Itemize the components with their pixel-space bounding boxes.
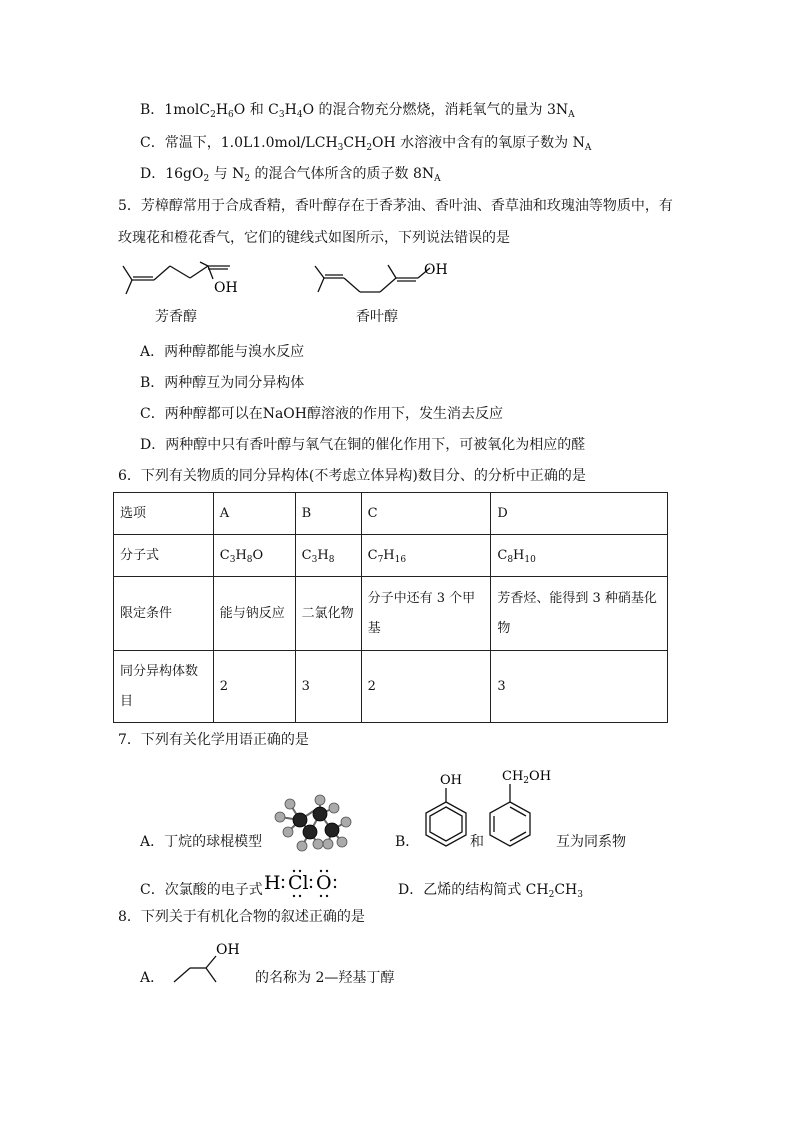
- q5-option-b: B．两种醇互为同分异构体: [140, 375, 305, 391]
- isomer-table: [113, 492, 668, 723]
- hclo-electron-formula: [262, 864, 352, 900]
- butanol-structure: [170, 938, 250, 988]
- q7-option-b-and: 和: [470, 834, 484, 850]
- q4-option-c: C．常温下，$1.0L1.0mol/LCH_3CH_2OH$ 水溶液中含有的氧原子数为 $N_A$: [140, 135, 592, 153]
- q7-option-b: B．: [395, 834, 420, 850]
- benzyl-alcohol-structure: [484, 766, 554, 856]
- geraniol-oh-label: OH: [424, 262, 448, 278]
- table-cell: $C_3H_8O$: [213, 535, 295, 577]
- linalool-oh-label: OH: [214, 280, 238, 296]
- q7-option-a: A．丁烷的球棍模型: [140, 834, 263, 850]
- table-cell: 分子中还有 3 个甲基: [361, 577, 491, 651]
- q8-option-a-tail: 的名称为 2—羟基丁醇: [255, 970, 395, 986]
- table-cell: $C_3H_8$: [295, 535, 361, 577]
- table-cell: D: [491, 493, 668, 535]
- electron-formula-o: O: [316, 872, 332, 894]
- q6-stem: 6．下列有关物质的同分异构体(不考虑立体异构)数目分、的分析中正确的是: [118, 468, 586, 484]
- table-cell: 2: [361, 651, 491, 723]
- table-cell: 选项: [114, 493, 214, 535]
- q5-option-c: C．两种醇都可以在NaOH醇溶液的作用下，发生消去反应: [140, 406, 503, 422]
- phenol-oh-label: OH: [440, 773, 462, 788]
- table-cell: $C_8H_{10}$: [491, 535, 668, 577]
- geraniol-structure: [310, 260, 470, 300]
- q5-option-d: D．两种醇中只有香叶醇与氧气在铜的催化作用下，可被氧化为相应的醛: [140, 437, 586, 453]
- electron-formula-cl: Cl: [288, 872, 309, 894]
- linalool-structure: [118, 258, 248, 303]
- linalool-name: 芳香醇: [155, 309, 197, 325]
- table-cell: 3: [491, 651, 668, 723]
- q7-option-c: C．次氯酸的电子式: [140, 882, 263, 898]
- table-cell: 能与钠反应: [213, 577, 295, 651]
- table-row: [114, 577, 668, 651]
- q4-option-b: B．$1molC_2H_6O$ 和 $C_3H_4O$ 的混合物充分燃烧，消耗氧气的量为 $3N_A$: [140, 102, 575, 120]
- benzyl-ch2oh-label: $CH_2OH$: [502, 769, 552, 786]
- table-cell: 3: [295, 651, 361, 723]
- table-cell: 芳香烃、能得到 3 种硝基化物: [491, 577, 668, 651]
- q8-stem: 8．下列关于有机化合物的叙述正确的是: [118, 909, 365, 925]
- electron-formula-h: H: [264, 872, 281, 894]
- butanol-oh-label: OH: [216, 942, 240, 958]
- table-row: [114, 651, 668, 723]
- table-row: [114, 535, 668, 577]
- table-cell: 分子式: [114, 535, 214, 577]
- q4-option-d: D．$16gO_2$ 与 $N_2$ 的混合气体所含的质子数 $8N_A$: [140, 166, 441, 184]
- table-cell: 二氯化物: [295, 577, 361, 651]
- q5-stem-line2: 玫瑰花和橙花香气，它们的键线式如图所示，下列说法错误的是: [118, 230, 510, 246]
- q5-stem-line1: 5．芳樟醇常用于合成香精，香叶醇存在于香茅油、香叶油、香草油和玫瑰油等物质中，有: [118, 198, 673, 214]
- table-cell: C: [361, 493, 491, 535]
- table-cell: B: [295, 493, 361, 535]
- phenol-structure: [416, 766, 476, 856]
- table-cell: $C_7H_{16}$: [361, 535, 491, 577]
- q5-option-a: A．两种醇都能与溴水反应: [140, 344, 305, 360]
- table-cell: 同分异构体数目: [114, 651, 214, 723]
- butane-ball-stick-model: [260, 792, 360, 872]
- q7-stem: 7．下列有关化学用语正确的是: [118, 732, 309, 748]
- q7-option-b-tail: 互为同系物: [556, 834, 626, 850]
- q7-option-d: D．乙烯的结构简式 $CH_2CH_3$: [398, 882, 583, 900]
- table-cell: 2: [213, 651, 295, 723]
- geraniol-name: 香叶醇: [356, 309, 398, 325]
- table-row: [114, 493, 668, 535]
- q8-option-a: A．: [140, 970, 165, 986]
- table-cell: A: [213, 493, 295, 535]
- table-cell: 限定条件: [114, 577, 214, 651]
